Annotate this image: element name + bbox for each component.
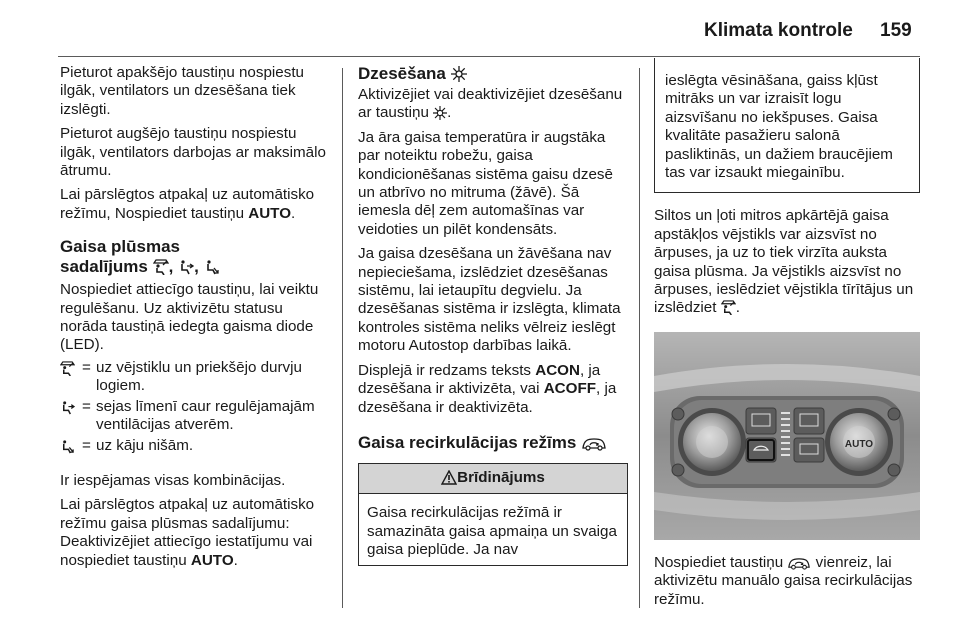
text: vienreiz, lai aktivizētu manuālo gaisa recirkulācijas režīmu. <box>654 553 913 608</box>
paragraph: Pieturot augšējo taustiņu nospiestu ilgāk, ventilators darbojas ar maksimālo ātrumu. <box>60 125 326 180</box>
heading-text: sadalījums <box>60 257 148 277</box>
chapter-title: Klimata kontrole <box>704 20 853 41</box>
climate-panel-illustration <box>654 332 920 540</box>
header-rule <box>58 56 920 57</box>
list-item-text: uz kāju nišām. <box>96 436 194 454</box>
text: Siltos un ļoti mitros apkārtējā gaisa apstākļos vējstikls var aizsvīst no ārpuses, ja uz to tiek virzīta auksta gaisa plūsma. Ja vējstikls aizsvīst no ārpuses, ieslēdziet vējstikla tīrītājus un izslēdziet <box>654 207 914 317</box>
recirculation-icon <box>581 437 607 451</box>
column-right <box>654 64 920 615</box>
text: Displejā ir redzams teksts <box>358 361 536 379</box>
column-divider <box>639 68 640 608</box>
page-number: 159 <box>880 20 912 41</box>
acoff-label: ACOFF <box>543 380 597 398</box>
text: . <box>735 299 740 317</box>
climate-panel-photo <box>654 332 920 540</box>
list-item <box>60 398 332 435</box>
text: , ja dzesēšana ir aktivizēta, vai <box>358 361 601 398</box>
column-divider <box>342 68 343 608</box>
list-item <box>60 437 332 456</box>
foot-airflow-icon <box>60 439 75 454</box>
paragraph: Ja āra gaisa temperatūra ir augstāka par noteiktu robežu, gaisa kondicionēšanas sistēma gaisu dzesē un atbrīvo no mitruma (žāvē). Šā iemesla dēļ zem automašīnas var veidoties un pilēt kondensāts. <box>358 128 613 238</box>
paragraph <box>358 86 628 123</box>
warning-box-continued: ieslēgta vēsināšana, gaiss kļūst mitrāks un var izraisīt logu aizsvīšanu no iekšpuses. Gaisa kvalitāte pasažieru salonā pasliktinās, un dažiem braucējiem tas var izsaukt miegainību. <box>654 58 920 193</box>
windscreen-airflow-icon <box>60 361 75 376</box>
auto-key-label: AUTO <box>248 204 292 222</box>
page-header <box>0 0 960 58</box>
heading-text: Gaisa plūsmas <box>60 237 181 257</box>
section-heading-air-distribution <box>60 237 332 277</box>
face-airflow-icon <box>60 400 75 415</box>
paragraph: Ja gaisa dzesēšana un žāvēšana nav nepieciešama, izslēdziet dzesēšanas sistēmu, lai ietaupītu degvielu. Ja dzesēšanas sistēma ir izslēgta, klimata kontroles sistēma neliks vēlreiz ieslēgt motoru Autostop darbības laikā. <box>358 245 621 355</box>
auto-button-label: AUTO <box>844 438 874 450</box>
equals-sign: = <box>82 397 91 415</box>
text: . <box>447 104 452 122</box>
windscreen-airflow-icon <box>721 300 736 315</box>
text: Aktivizējiet vai deaktivizējiet dzesēšanu ar taustiņu <box>358 86 623 122</box>
section-heading-recirculation <box>358 433 628 453</box>
column-middle <box>358 64 628 566</box>
paragraph: Pieturot apakšējo taustiņu nospiestu ilgāk, ventilators un dzesēšana tiek izslēgti. <box>60 64 305 118</box>
list-icon <box>60 359 82 396</box>
text: Lai pārslēgtos atpakaļ uz automātisko režīmu gaisa plūsmas sadalījumu: Deaktivizējiet attiecīgo iestatījumu vai nospiediet taustiņu <box>60 496 315 569</box>
text: , ja dzesēšana ir deaktivizēta. <box>358 380 617 416</box>
list-icon <box>60 398 82 435</box>
warning-triangle-icon <box>441 470 457 485</box>
text: . <box>233 551 238 569</box>
paragraph: Nospiediet attiecīgo taustiņu, lai veiktu regulēšanu. Uz aktivizētu statusu norāda taustiņā iedegta gaisma diode (LED). <box>60 281 319 354</box>
acon-label: ACON <box>535 361 580 379</box>
column-left <box>60 64 332 576</box>
section-heading-cooling <box>358 64 628 84</box>
paragraph <box>654 207 920 317</box>
foot-airflow-icon <box>204 259 220 275</box>
list-icon <box>60 437 82 456</box>
text: Nospiediet taustiņu <box>654 553 784 571</box>
text: Lai pārslēgtos atpakaļ uz automātisko režīmu, Nospiediet taustiņu <box>60 186 315 222</box>
warning-header <box>359 464 627 494</box>
snowflake-icon <box>433 106 447 120</box>
recirculation-icon <box>787 557 811 570</box>
separator: , <box>194 257 199 277</box>
paragraph <box>358 362 628 417</box>
paragraph <box>60 496 332 570</box>
equals-sign: = <box>82 436 91 454</box>
airflow-definition-list <box>60 359 332 456</box>
text: . <box>291 204 296 222</box>
heading-text: Gaisa recirkulācijas režīms <box>358 432 577 452</box>
paragraph <box>60 186 332 223</box>
warning-box <box>358 463 628 566</box>
paragraph: Ir iespējamas visas kombinācijas. <box>60 471 286 489</box>
face-airflow-icon <box>178 259 194 275</box>
list-item-text: uz vējstiklu un priekšējo durvju logiem. <box>96 358 302 395</box>
separator: , <box>168 257 174 277</box>
equals-sign: = <box>82 358 91 376</box>
paragraph <box>654 554 920 609</box>
warning-text: Gaisa recirkulācijas režīmā ir samazināta gaisa apmaiņa un svaiga gaisa pieplūde. Ja nav <box>367 504 617 559</box>
snowflake-icon <box>451 66 467 82</box>
heading-text: Dzesēšana <box>358 64 446 83</box>
auto-key-label: AUTO <box>190 551 234 569</box>
list-item-text: sejas līmenī caur regulējamajām ventilācijas atverēm. <box>96 397 315 434</box>
list-item <box>60 359 332 396</box>
windscreen-airflow-icon <box>153 259 169 275</box>
warning-title: Brīdinājums <box>457 468 545 486</box>
